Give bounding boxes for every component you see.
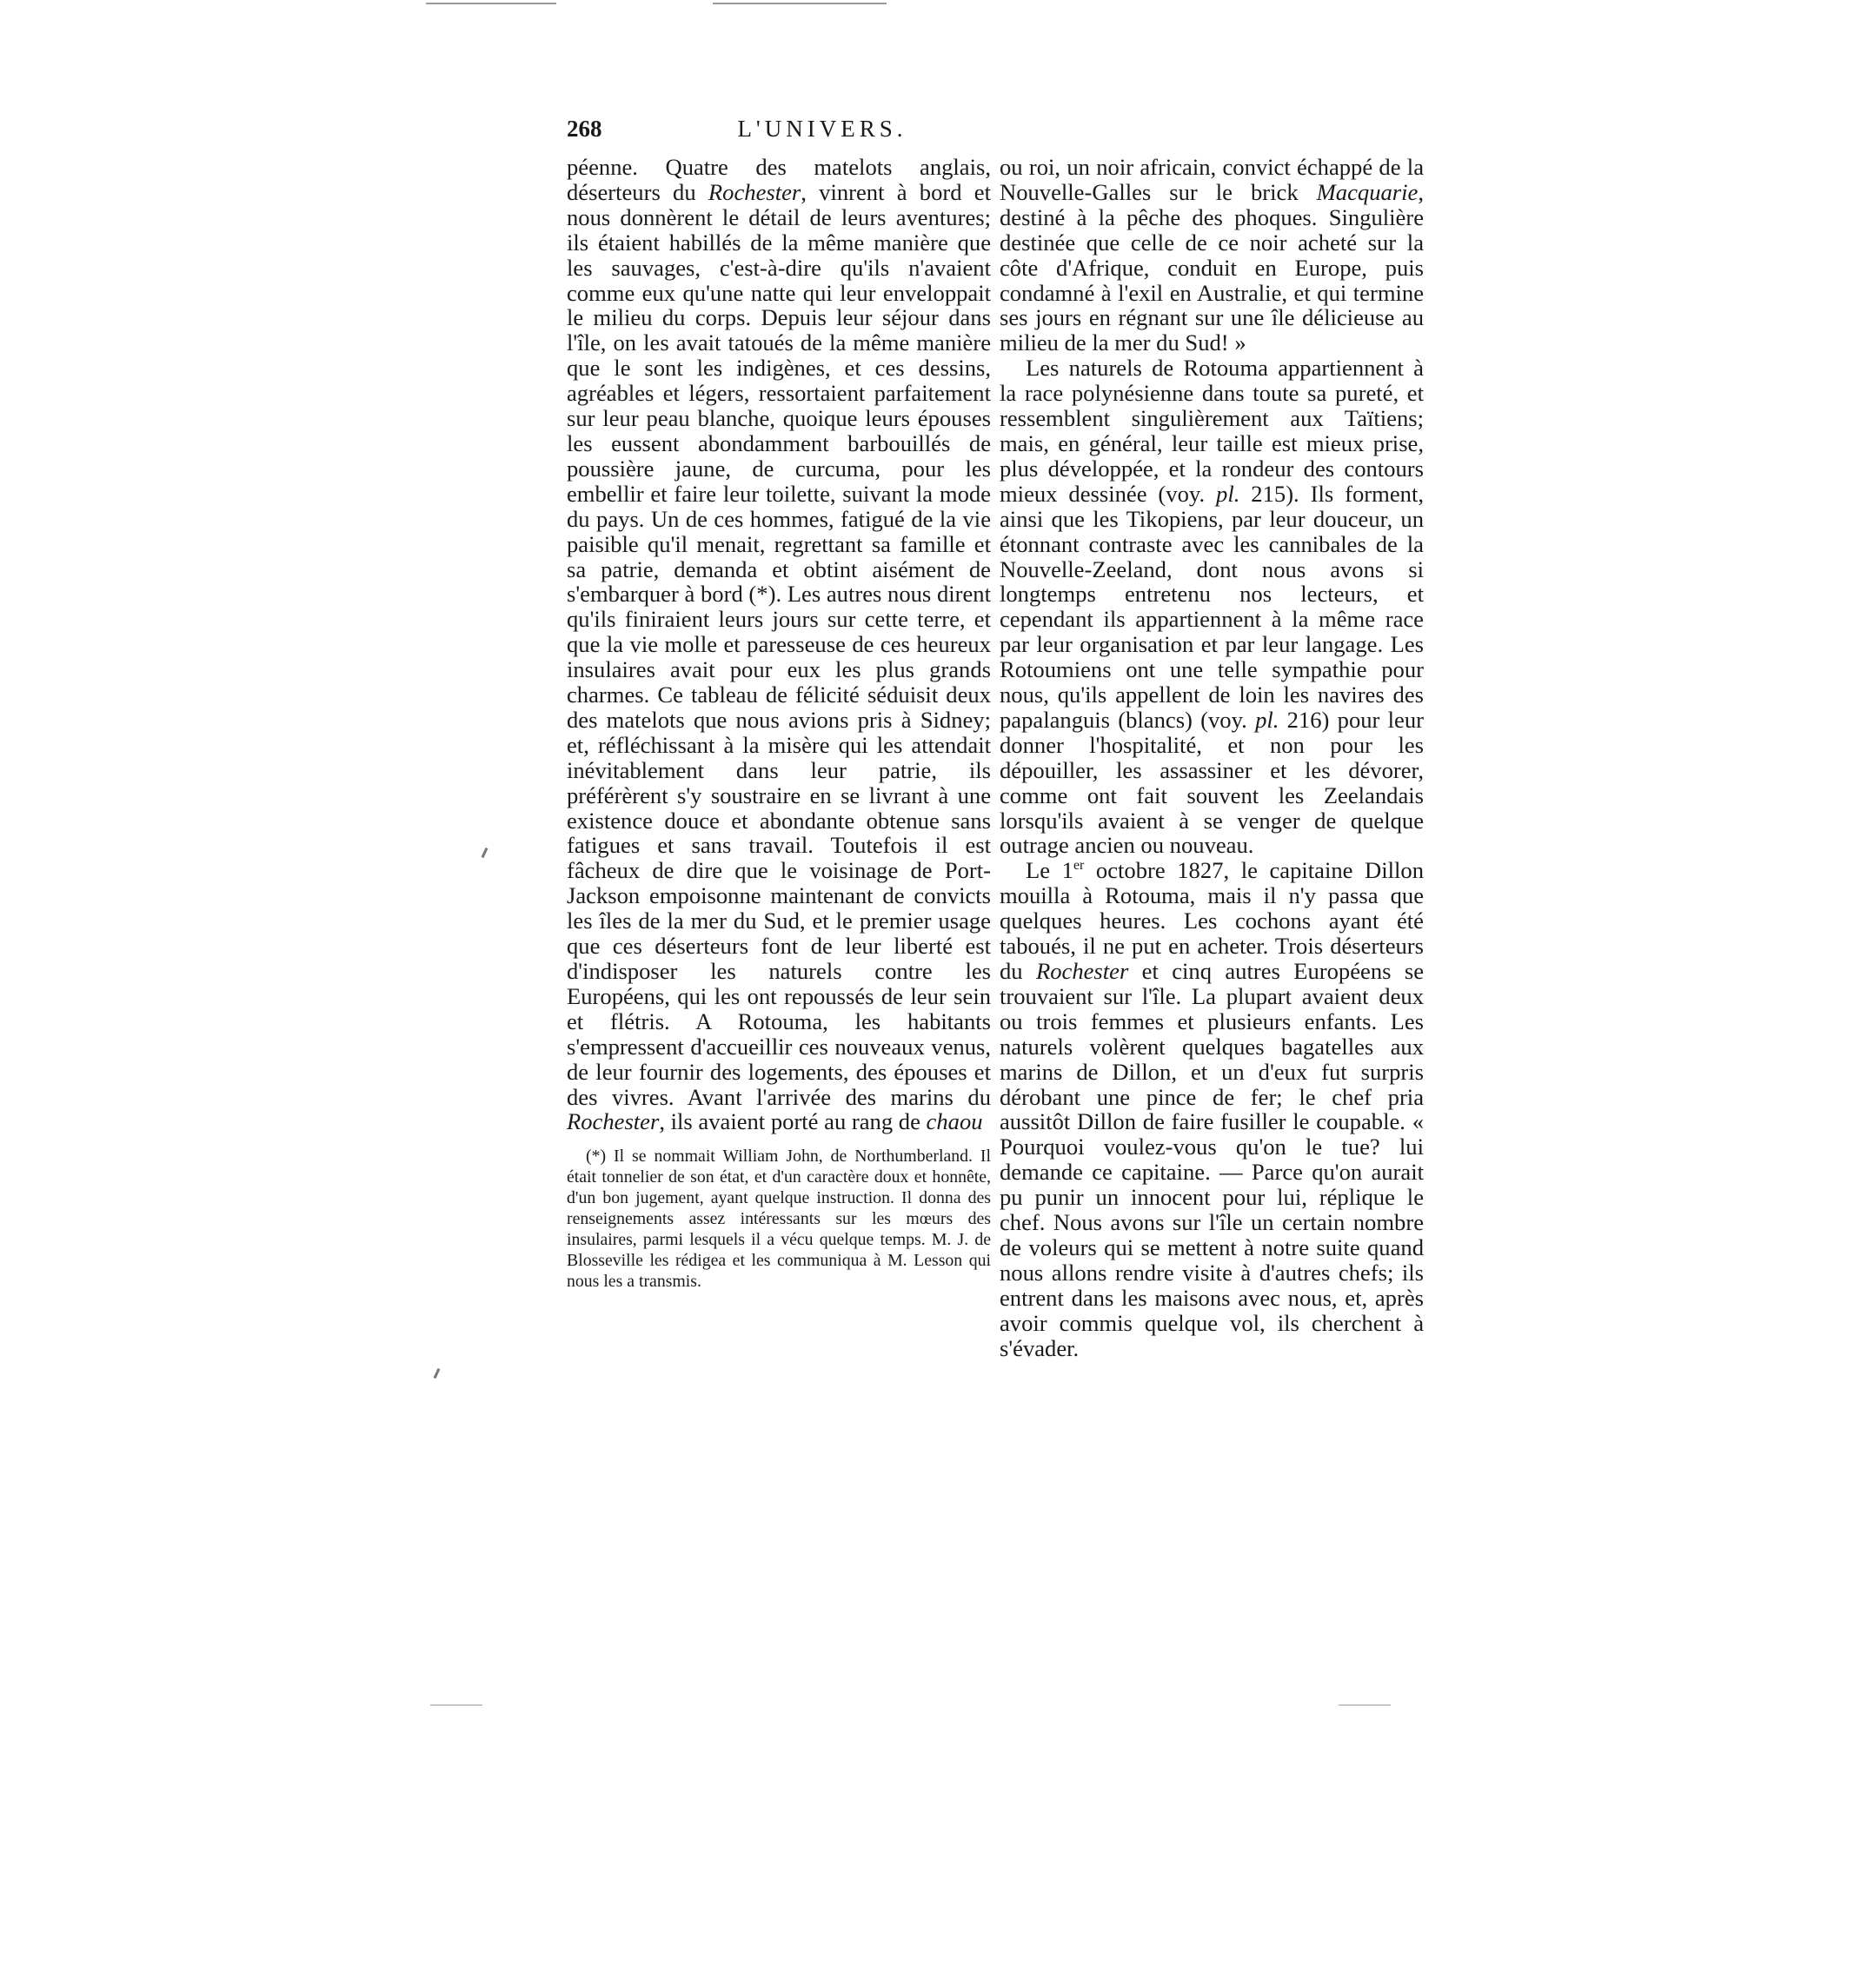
right-column [1000, 155, 1424, 1361]
paragraph: péenne. Quatre des matelots anglais, déserteurs du Rochester, vinrent à bord et nous donnèrent le détail de leurs aventures; ils étaient habillés de la même manière que les sauvages, c'est-à-dire qu'ils n'avaient comme eux qu'une natte qui leur enveloppait le milieu du corps. Depuis leur séjour dans l'île, on les avait tatoués de la même manière que le sont les indigènes, et ces dessins, agréables et légers, ressortaient parfaitement sur leur peau blanche, quoique leurs épouses les eussent abondamment barbouillés de poussière jaune, de curcuma, pour les embellir et faire leur toilette, suivant la mode du pays. Un de ces hommes, fatigué de la vie paisible qu'il menait, regrettant sa famille et sa patrie, demanda et obtint aisément de s'embarquer à bord (*). Les autres nous dirent qu'ils finiraient leurs jours sur cette terre, et que la vie molle et paresseuse de ces heureux insulaires avait pour eux les plus grands charmes. Ce tableau de félicité séduisit deux des matelots que nous avions pris à Sidney; et, réfléchissant à la misère qui les attendait inévitablement dans leur patrie, ils préférèrent s'y soustraire en se livrant à une existence douce et abondante obtenue sans fatigues et sans travail. Toutefois il est fâcheux de dire que le voisinage de Port-Jackson empoisonne maintenant de convicts les îles de la mer du Sud, et le premier usage que ces déserteurs font de leur liberté est d'indisposer les naturels contre les Européens, qui les ont repoussés de leur sein et flétris. A Rotouma, les habitants s'empressent d'accueillir ces nouveaux venus, de leur fournir des logements, des épouses et des vivres. Avant l'arrivée des marins du Rochester, ils avaient porté au rang de chaou [567, 154, 992, 1135]
scan-artifact-top [713, 3, 887, 4]
margin-mark [482, 848, 488, 858]
running-title: L'UNIVERS. [737, 116, 907, 142]
scan-artifact-top [426, 3, 556, 4]
footnote-text: (*) Il se nommait William John, de Northumberland. Il était tonnelier de son état, et d'un caractère doux et honnête, d'un bon jugement, ayant quelque instruction. Il donna des renseignements assez intéressants sur les mœurs des insulaires, parmi lesquels il a vécu quelque temps. M. J. de Blosseville les rédigea et les communiqua à M. Lesson qui nous les a transmis. [567, 1147, 991, 1291]
margin-mark [434, 1368, 441, 1379]
footnote [567, 1147, 991, 1292]
paragraph: Le 1er octobre 1827, le capitaine Dillon mouilla à Rotouma, mais il n'y passa que quelques heures. Les cochons ayant été taboués, il ne put en acheter. Trois déserteurs du Rochester et cinq autres Européens se trouvaient sur l'île. La plupart avaient deux ou trois femmes et plusieurs enfants. Les naturels volèrent quelques bagatelles aux marins de Dillon, et un d'eux fut surpris dérobant une pince de fer; le chef pria aussitôt Dillon de faire fusiller le coupable. « Pourquoi voulez-vous qu'on le tue? lui demande ce capitaine. — Parce qu'on aurait pu punir un innocent pour lui, réplique le chef. Nous avons sur l'île un certain nombre de voleurs qui se mettent à notre suite quand nous allons rendre visite à d'autres chefs; ils entrent dans les maisons avec nous, et, après avoir commis quelque vol, ils cherchent à s'évader. [1000, 857, 1424, 1361]
paragraph: ou roi, un noir africain, convict échappé de la Nouvelle-Galles sur le brick Macquarie, destiné à la pêche des phoques. Singulière destinée que celle de ce noir acheté sur la côte d'Afrique, conduit en Europe, puis condamné à l'exil en Australie, et qui termine ses jours en régnant sur une île délicieuse au milieu de la mer du Sud! » [1000, 154, 1424, 356]
left-column [567, 155, 991, 1293]
page-number: 268 [567, 116, 602, 142]
page-header [567, 116, 1078, 150]
paragraph: Les naturels de Rotouma appartiennent à la race polynésienne dans toute sa pureté, et ressemblent singulièrement aux Taïtiens; mais, en général, leur taille est mieux prise, plus développée, et la rondeur des contours mieux dessinée (voy. pl. 215). Ils forment, ainsi que les Tikopiens, par leur douceur, un étonnant contraste avec les cannibales de la Nouvelle-Zeeland, dont nous avons si longtemps entretenu nos lecteurs, et cependant ils appartiennent à la même race par leur organisation et par leur langage. Les Rotoumiens ont une telle sympathie pour nous, qu'ils appellent de loin les navires des papalanguis (blancs) (voy. pl. 216) pour leur donner l'hospitalité, et non pour les dépouiller, les assassiner et les dévorer, comme ont fait souvent les Zeelandais lorsqu'ils avaient à se venger de quelque outrage ancien ou nouveau. [1000, 355, 1424, 859]
